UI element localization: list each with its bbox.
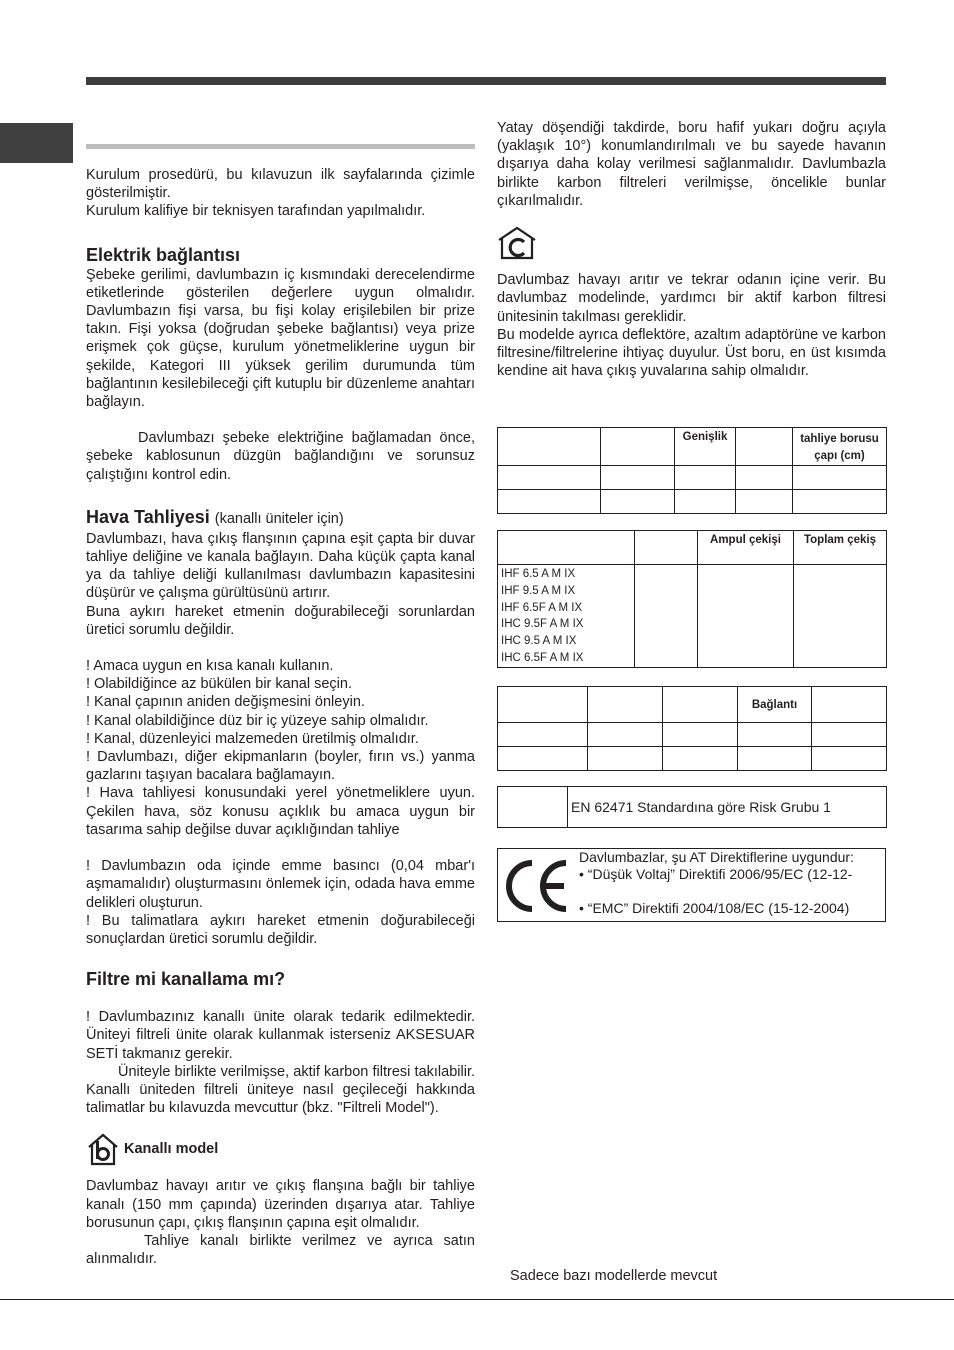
table-cell [601,466,675,490]
table-cell [738,747,812,771]
table-cell [812,723,887,747]
table-cell [498,687,588,723]
exhaust-text: Davlumbazı, hava çıkış flanşının çapına eşit çapta bir duvar tahliye deliğine ve kanala bağlayın. Daha küçük çapta kanal ya da tahliye deliği kullanılması davlumbazın kapasitesini düşürür ve çalışma gürültüsünü artırır. [86,530,475,602]
filter-mode-text: Davlumbaz havayı arıtır ve tekrar odanın içine verir. Bu davlumbaz modelinde, yardımcı bir aktif karbon filtresi ünitesinin takılması gereklidir. [497,272,886,325]
angle-text: Yatay döşendiği takdirde, boru hafif yukarı doğru açıyla (yaklaşık 10°) konumlandırılmalı ve bu sayede havanın dışarıya daha kolay verilmesi sağlanmalıdır. Davlumbazla birlikte karbon filtreleri verilmişse, öncelikle bunlar çıkarılmalıdır. [497,120,886,209]
model-name: IHC 9.5 A M IX [501,635,577,648]
right-column [497,119,886,380]
table-cell [736,490,793,514]
footer-rule [0,1299,954,1300]
intro-text: Kurulum kalifiye bir teknisyen tarafından yapılmalıdır. [86,203,426,220]
table-header: Genişlik [675,428,736,466]
ce-mark-icon [504,859,570,913]
model-name: IHF 6.5F A M IX [501,601,583,614]
footnote: Sadece bazı modellerde mevcut [510,1268,718,1284]
exhaust-text: ! Bu talimatlara aykırı hareket etmenin doğurabileceği sonuçlardan üretici sorumlu değildir. [86,912,475,947]
filter-house-icon [497,226,537,260]
table-cell [498,723,588,747]
table-cell [498,747,588,771]
ce-text: • “Düşük Voltaj” Direktifi 2006/95/EC (12-12- [579,866,853,883]
table-cell [736,428,793,466]
table-cell [793,466,887,490]
table-cell [812,747,887,771]
header-bar [86,77,886,85]
table-cell [736,466,793,490]
power-table [497,530,887,668]
filter-heading: Filtre mi kanallama mı? [86,969,286,990]
model-name: IHF 6.5 A M IX [501,568,576,580]
table-cell [698,565,794,668]
table-cell [601,428,675,466]
model-name: IHF 9.5 A M IX [501,584,576,597]
table-cell [601,490,675,514]
table-cell [738,723,812,747]
exhaust-heading: Hava Tahliyesi (kanallı üniteler için) [86,506,344,527]
table-cell [588,687,663,723]
language-tab [0,123,73,163]
electric-text: Şebeke gerilimi, davlumbazın iç kısmındaki derecelendirme etiketlerinde gösterilen değerlere uygun olmalıdır. Davlumbazın fişi varsa, bu fişi kolay erişilebilen bir prize takın. Fişi yoksa (doğrudan şebeke bağlantısı) veya prize erişmek çok güçse, kurulum yönetmeliklerine uygun bir şekilde, Kategori III yüksek gerilim durumunda tüm bağlantının kesilebileceği çift kutuplu bir düzenleme anahtarı bağlayın. [86,266,475,411]
model-list [498,565,635,668]
filter-text: Üniteyle birlikte verilmişse, aktif karbon filtresi takılabilir. Kanallı üniteden filtreli üniteye nasıl geçileceği hakkında talimatlar bu kılavuzda mevcuttur (bkz. "Filtreli Model"). [86,1063,475,1117]
table-cell [588,723,663,747]
filter-mode-text: Bu modelde ayrıca deflektöre, azaltım adaptörüne ve karbon filtresine/filtrelerine ihtiyaç duyulur. Üst boru, en üst kısımda kendine ait hava çıkış yuvalarına sahip olmalıdır. [497,326,886,380]
model-name: IHC 9.5F A M IX [501,618,584,631]
electric-warning: Davlumbazı şebeke elektriğine bağlamadan önce, şebeke kablosunun düzgün bağlandığını ve sorunsuz çalıştığını kontrol edin. [86,430,475,483]
table-cell [794,565,887,668]
ducted-house-icon [86,1132,120,1166]
table-cell [663,723,738,747]
table-header: Ampul çekişi [698,531,794,565]
exhaust-bullet: ! Davlumbazı, diğer ekipmanların (boyler, fırın vs.) yanma gazlarını taşıyan bacalara bağlamayın. [86,749,475,784]
table-cell [675,490,736,514]
risk-table [497,786,887,828]
table-cell [663,687,738,723]
exhaust-bullet: ! Kanal olabildiğince düz bir iç yüzeye sahip olmalıdır. [86,712,429,729]
left-column [86,166,475,1268]
electric-heading: Elektrik bağlantısı [86,244,241,265]
table-cell [498,531,635,565]
exhaust-bullet: ! Olabildiğince az bükülen bir kanal seçin. [86,676,352,693]
table-cell [498,428,601,466]
table-cell [498,787,568,828]
table-cell [635,531,698,565]
table-cell [663,747,738,771]
ducted-text: Davlumbaz havayı arıtır ve çıkış flanşına bağlı bir tahliye kanalı (150 mm çapında) üzerinden dışarıya atar. Tahliye borusunun çapı, çıkış flanşının çapına eşit olmalıdır. [86,1178,475,1231]
exhaust-bullet: ! Amaca uygun en kısa kanalı kullanın. [86,658,334,675]
exhaust-text: Buna aykırı hareket etmenin doğurabileceği sorunlardan üretici sorumlu değildir. [86,603,475,638]
exhaust-heading-note: (kanallı üniteler için) [214,510,344,527]
exhaust-bullet: ! Kanal, düzenleyici malzemeden üretilmiş olmalıdır. [86,730,419,747]
table-header: Bağlantı [738,687,812,723]
dimensions-table [497,427,887,514]
connection-table [497,686,887,771]
exhaust-bullet: ! Kanal çapının aniden değişmesini önleyin. [86,694,365,711]
filter-text: ! Davlumbazınız kanallı ünite olarak tedarik edilmektedir. Üniteyi filtreli ünite olarak kullanmak isterseniz AKSESUAR SETİ takmanız gerekir. [86,1009,475,1062]
table-cell [588,747,663,771]
table-cell [498,490,601,514]
section-title-rule [86,144,475,149]
model-name: IHC 6.5F A M IX [501,651,584,664]
intro-text: Kurulum prosedürü, bu kılavuzun ilk sayfalarında çizimle gösterilmiştir. [86,167,475,202]
ducted-model-title: Kanallı model [124,1141,219,1158]
table-header: tahliye borusu çapı (cm) [793,428,887,466]
ducted-model-label [86,1131,475,1167]
exhaust-bullet: ! Hava tahliyesi konusundaki yerel yönetmeliklere uyun. Çekilen hava, söz konusu açıklık bu amaca uygun bir tasarıma sahip değilse duvar açıklığından tahliye [86,785,475,838]
ce-text: Davlumbazlar, şu AT Direktiflerine uygundur: [579,849,854,865]
table-cell [812,687,887,723]
table-cell [675,466,736,490]
ce-text: • “EMC” Direktifi 2004/108/EC (15-12-2004) [579,900,850,917]
ce-conformity-box [497,848,886,922]
exhaust-text: ! Davlumbazın oda içinde emme basıncı (0,04 mbar'ı aşmamalıdır) oluşturmasını önlemek için, odada hava emme delikleri oluşturun. [86,858,475,911]
ducted-text: Tahliye kanalı birlikte verilmez ve ayrıca satın alınmalıdır. [86,1232,475,1268]
table-cell [635,565,698,668]
table-cell [498,466,601,490]
table-cell [793,490,887,514]
table-header: Toplam çekiş [794,531,887,565]
risk-group-text: EN 62471 Standardına göre Risk Grubu 1 [568,787,887,828]
